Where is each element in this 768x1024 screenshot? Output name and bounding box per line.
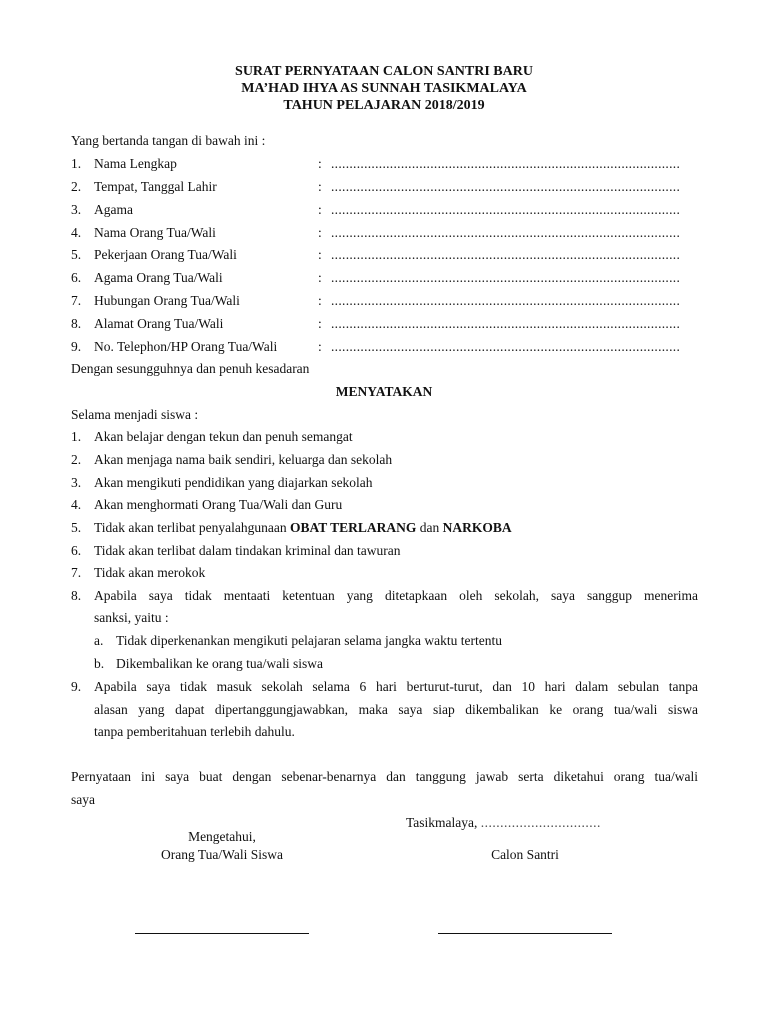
- field-colon: :: [318, 293, 322, 308]
- statement-number: 5.: [71, 520, 82, 535]
- statement-text: Akan menghormati Orang Tua/Wali dan Guru: [94, 497, 343, 512]
- parent-signature-line: [135, 933, 309, 934]
- intro-text: Yang bertanda tangan di bawah ini :: [71, 133, 266, 148]
- acknowledged-label: Mengetahui,: [188, 829, 256, 844]
- field-colon: :: [318, 156, 322, 171]
- student-signatory-label: Calon Santri: [491, 847, 559, 862]
- academic-year: TAHUN PELAJARAN 2018/2019: [283, 98, 485, 113]
- field-colon: :: [318, 225, 322, 240]
- statement-text: Akan menjaga nama baik sendiri, keluarga dan sekolah: [94, 452, 393, 467]
- statement-item: [0, 474, 768, 491]
- sanction-letter: a.: [94, 633, 104, 648]
- statement-number: 4.: [71, 497, 82, 512]
- field-label: Tempat, Tanggal Lahir: [94, 179, 217, 194]
- statement-text: Apabila saya tidak masuk sekolah selama 6 hari berturut-turut, dan 10 hari dalam sebulan tanpa: [94, 679, 698, 694]
- statement-continuation: tanpa pemberitahuan terlebih dahulu.: [94, 724, 295, 739]
- statement-number: 2.: [71, 452, 82, 467]
- field-colon: :: [318, 179, 322, 194]
- field-row-alamat-orang-tua: [0, 315, 768, 332]
- field-label: Nama Orang Tua/Wali: [94, 225, 216, 240]
- statement-item: [0, 564, 768, 581]
- statement-continuation: sanksi, yaitu :: [94, 610, 169, 625]
- bold-term-obat-terlarang: OBAT TERLARANG: [289, 520, 417, 535]
- statement-item: [0, 542, 768, 559]
- field-number: 2.: [71, 179, 82, 194]
- statement-text-part: dan: [416, 520, 443, 535]
- statement-text: Tidak akan terlibat dalam tindakan kriminal dan tawuran: [94, 543, 401, 558]
- field-label: No. Telephon/HP Orang Tua/Wali: [94, 339, 278, 354]
- field-row-agama: [0, 201, 768, 218]
- field-colon: :: [318, 202, 322, 217]
- form-title: SURAT PERNYATAAN CALON SANTRI BARU: [235, 64, 533, 79]
- field-row-hubungan-orang-tua: [0, 292, 768, 309]
- field-number: 7.: [71, 293, 82, 308]
- declaration-heading: MENYATAKAN: [335, 384, 433, 399]
- sanction-letter: b.: [94, 656, 105, 671]
- field-number: 3.: [71, 202, 82, 217]
- sanction-item: [0, 632, 768, 649]
- statement-text: Apabila saya tidak mentaati ketentuan yang ditetapkaan oleh sekolah, saya sanggup menerima: [94, 588, 698, 603]
- place-name: Tasikmalaya,: [406, 815, 478, 830]
- statement-number: 9.: [71, 679, 82, 694]
- statement-item: [0, 496, 768, 513]
- field-row-agama-orang-tua: [0, 269, 768, 286]
- field-number: 4.: [71, 225, 82, 240]
- sincerity-text: Dengan sesungguhnya dan penuh kesadaran: [71, 361, 310, 376]
- field-label: Hubungan Orang Tua/Wali: [94, 293, 240, 308]
- field-colon: :: [318, 247, 322, 262]
- parent-signatory-label: Orang Tua/Wali Siswa: [161, 847, 283, 862]
- fill-in-dots: ...............................................................................................: [331, 225, 681, 240]
- field-row-pekerjaan-orang-tua: [0, 246, 768, 263]
- fill-in-dots: ...............................................................................................: [331, 270, 681, 285]
- sanction-text: Tidak diperkenankan mengikuti pelajaran selama jangka waktu tertentu: [116, 633, 503, 648]
- fill-in-dots: ...............................................................................................: [331, 156, 681, 171]
- statement-number: 6.: [71, 543, 82, 558]
- field-label: Alamat Orang Tua/Wali: [94, 316, 224, 331]
- closing-statement-end: saya: [71, 792, 95, 807]
- statement-number: 7.: [71, 565, 82, 580]
- date-dots: ...............................: [480, 815, 601, 830]
- sanction-item: [0, 655, 768, 672]
- field-row-tempat-tanggal-lahir: [0, 178, 768, 195]
- place-date: [406, 814, 601, 831]
- statement-item: [0, 678, 768, 695]
- field-label: Nama Lengkap: [94, 156, 177, 171]
- field-row-nama-orang-tua: [0, 224, 768, 241]
- statement-number: 8.: [71, 588, 82, 603]
- statement-continuation: alasan yang dapat dipertanggungjawabkan, maka saya siap dikembalikan ke orang tua/wali siswa: [94, 702, 698, 717]
- field-number: 6.: [71, 270, 82, 285]
- statement-item: [0, 428, 768, 445]
- statement-item: [0, 451, 768, 468]
- fill-in-dots: ...............................................................................................: [331, 316, 681, 331]
- field-row-telephon: [0, 338, 768, 355]
- field-colon: :: [318, 339, 322, 354]
- statement-number: 1.: [71, 429, 82, 444]
- statement-text: Akan belajar dengan tekun dan penuh semangat: [94, 429, 353, 444]
- statement-item: [0, 519, 768, 536]
- statement-text: Akan mengikuti pendidikan yang diajarkan sekolah: [94, 475, 373, 490]
- field-label: Agama Orang Tua/Wali: [94, 270, 223, 285]
- bold-term-narkoba: NARKOBA: [442, 520, 512, 535]
- statement-continuation-row: [0, 701, 768, 718]
- field-label: Agama: [94, 202, 133, 217]
- field-number: 8.: [71, 316, 82, 331]
- fill-in-dots: ...............................................................................................: [331, 179, 681, 194]
- sanction-text: Dikembalikan ke orang tua/wali siswa: [116, 656, 323, 671]
- field-number: 9.: [71, 339, 82, 354]
- fill-in-dots: ...............................................................................................: [331, 293, 681, 308]
- statement-text: [94, 519, 512, 536]
- institution-name: MA’HAD IHYA AS SUNNAH TASIKMALAYA: [241, 81, 527, 96]
- field-label: Pekerjaan Orang Tua/Wali: [94, 247, 237, 262]
- during-study-text: Selama menjadi siswa :: [71, 407, 199, 422]
- field-colon: :: [318, 316, 322, 331]
- statement-item: [0, 587, 768, 604]
- statement-number: 3.: [71, 475, 82, 490]
- field-colon: :: [318, 270, 322, 285]
- field-number: 1.: [71, 156, 82, 171]
- closing-statement: Pernyataan ini saya buat dengan sebenar-benarnya dan tanggung jawab serta diketahui orang tua/wali: [71, 769, 698, 784]
- field-number: 5.: [71, 247, 82, 262]
- fill-in-dots: ...............................................................................................: [331, 202, 681, 217]
- field-row-nama-lengkap: [0, 155, 768, 172]
- student-signature-line: [438, 933, 612, 934]
- fill-in-dots: ...............................................................................................: [331, 339, 681, 354]
- fill-in-dots: ...............................................................................................: [331, 247, 681, 262]
- statement-text: Tidak akan merokok: [94, 565, 206, 580]
- statement-text-part: Tidak akan terlibat penyalahgunaan: [94, 520, 290, 535]
